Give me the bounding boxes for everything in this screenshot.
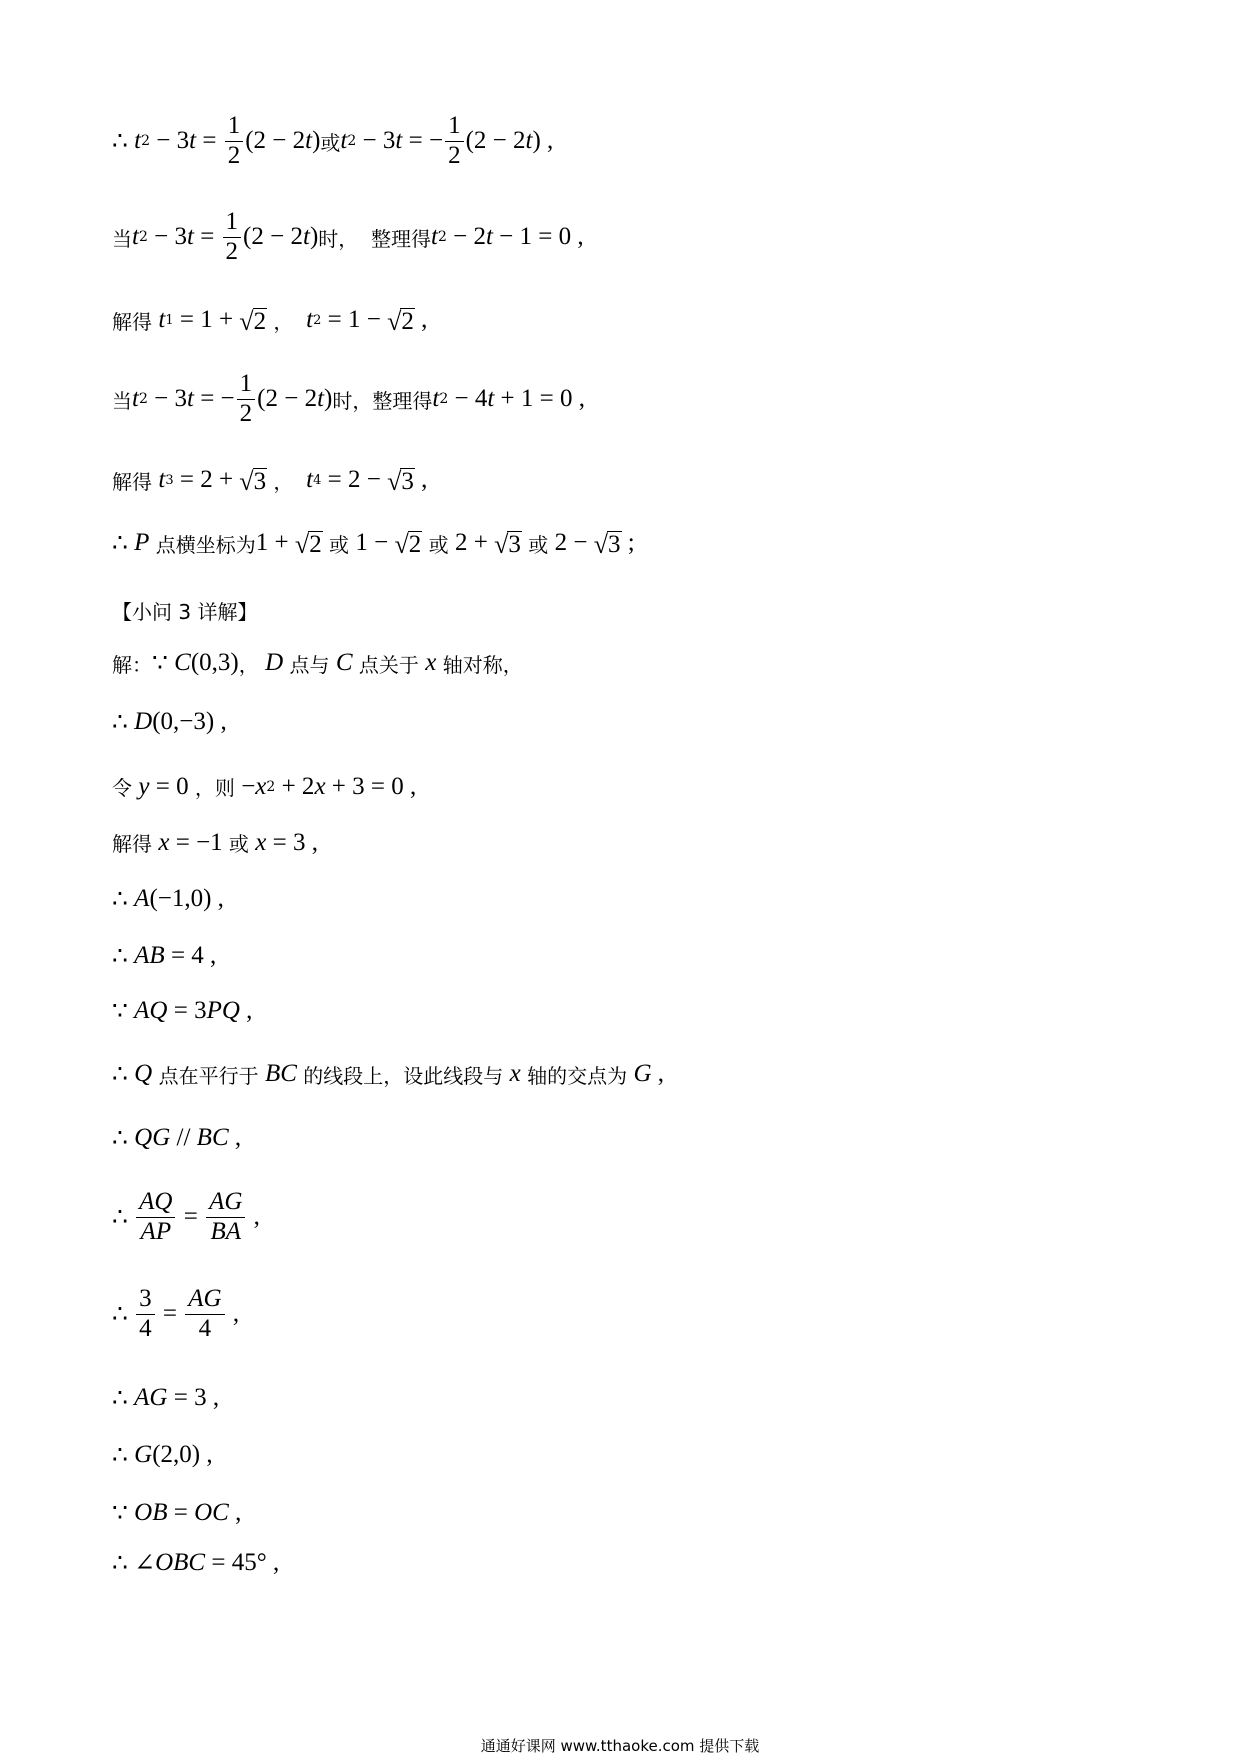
equation-line-4: 当 t 2 − 3 t = − $\frac{1}{2}$ (2 − 2 t ) 时，整理得 t 2 − 4 t + 1 = 0 , bbox=[112, 370, 585, 427]
equation-line-20: ∴ G (2,0) , bbox=[112, 1441, 213, 1469]
equation-line-17: ∴ $\frac{AQ}{AP}$ = $\frac{AG}{BA}$ , bbox=[112, 1188, 260, 1245]
section-heading: 【小问 3 详解】 bbox=[112, 600, 258, 624]
equation-line-3: 解得 t 1 = 1 + √ 2 ， t 2 = 1 − √ 2 , bbox=[112, 306, 428, 337]
equation-line-19: ∴ AG = 3 , bbox=[112, 1384, 220, 1412]
equation-line-22: ∴ ∠ OBC = 45° , bbox=[112, 1549, 280, 1577]
equation-line-11: 解得 x = −1 或 x = 3 , bbox=[112, 828, 318, 856]
equation-line-9: ∴ D (0,−3) , bbox=[112, 708, 227, 736]
page-footer: 通通好课网 www.tthaoke.com 提供下载 bbox=[480, 1737, 760, 1755]
equation-line-8: 解： ∵ C (0,3) ， D 点与 C 点关于 x 轴对称， bbox=[112, 649, 523, 677]
equation-line-5: 解得 t 3 = 2 + √ 3 ， t 4 = 2 − √ 3 , bbox=[112, 466, 428, 497]
equation-line-12: ∴ A (−1,0) , bbox=[112, 885, 224, 913]
equation-line-16: ∴ QG // BC , bbox=[112, 1124, 242, 1152]
equation-line-2: 当 t 2 − 3 t = $\frac{1}{2}$ (2 − 2 t ) 时， 整理得 t 2 − 2 t − 1 = 0 , bbox=[112, 208, 584, 265]
equation-line-21: ∵ OB = OC , bbox=[112, 1499, 242, 1527]
equation-line-6: ∴ P 点横坐标为 1 + √ 2 或 1 − √ 2 或 2 + √ 3 或 2 − √ 3 ; bbox=[112, 529, 635, 560]
equation-line-13: ∴ AB = 4 , bbox=[112, 942, 217, 970]
equation-line-15: ∴ Q 点在平行于 BC 的线段上，设此线段与 x 轴的交点为 G , bbox=[112, 1060, 664, 1088]
equation-line-18: ∴ $\frac{3}{4}$ = $\frac{AG}{4}$ , bbox=[112, 1285, 240, 1342]
equation-line-1: ∴ t 2 − 3 t = $\frac{1}{2}$ (2 − 2 t ) 或 t 2 − 3 t = − $\frac{1}{2}$ (2 − 2 t ) , bbox=[112, 112, 554, 169]
equation-line-14: ∵ AQ = 3 PQ , bbox=[112, 997, 253, 1025]
equation-line-10: 令 y = 0 ，则 − x 2 + 2 x + 3 = 0 , bbox=[112, 772, 417, 800]
